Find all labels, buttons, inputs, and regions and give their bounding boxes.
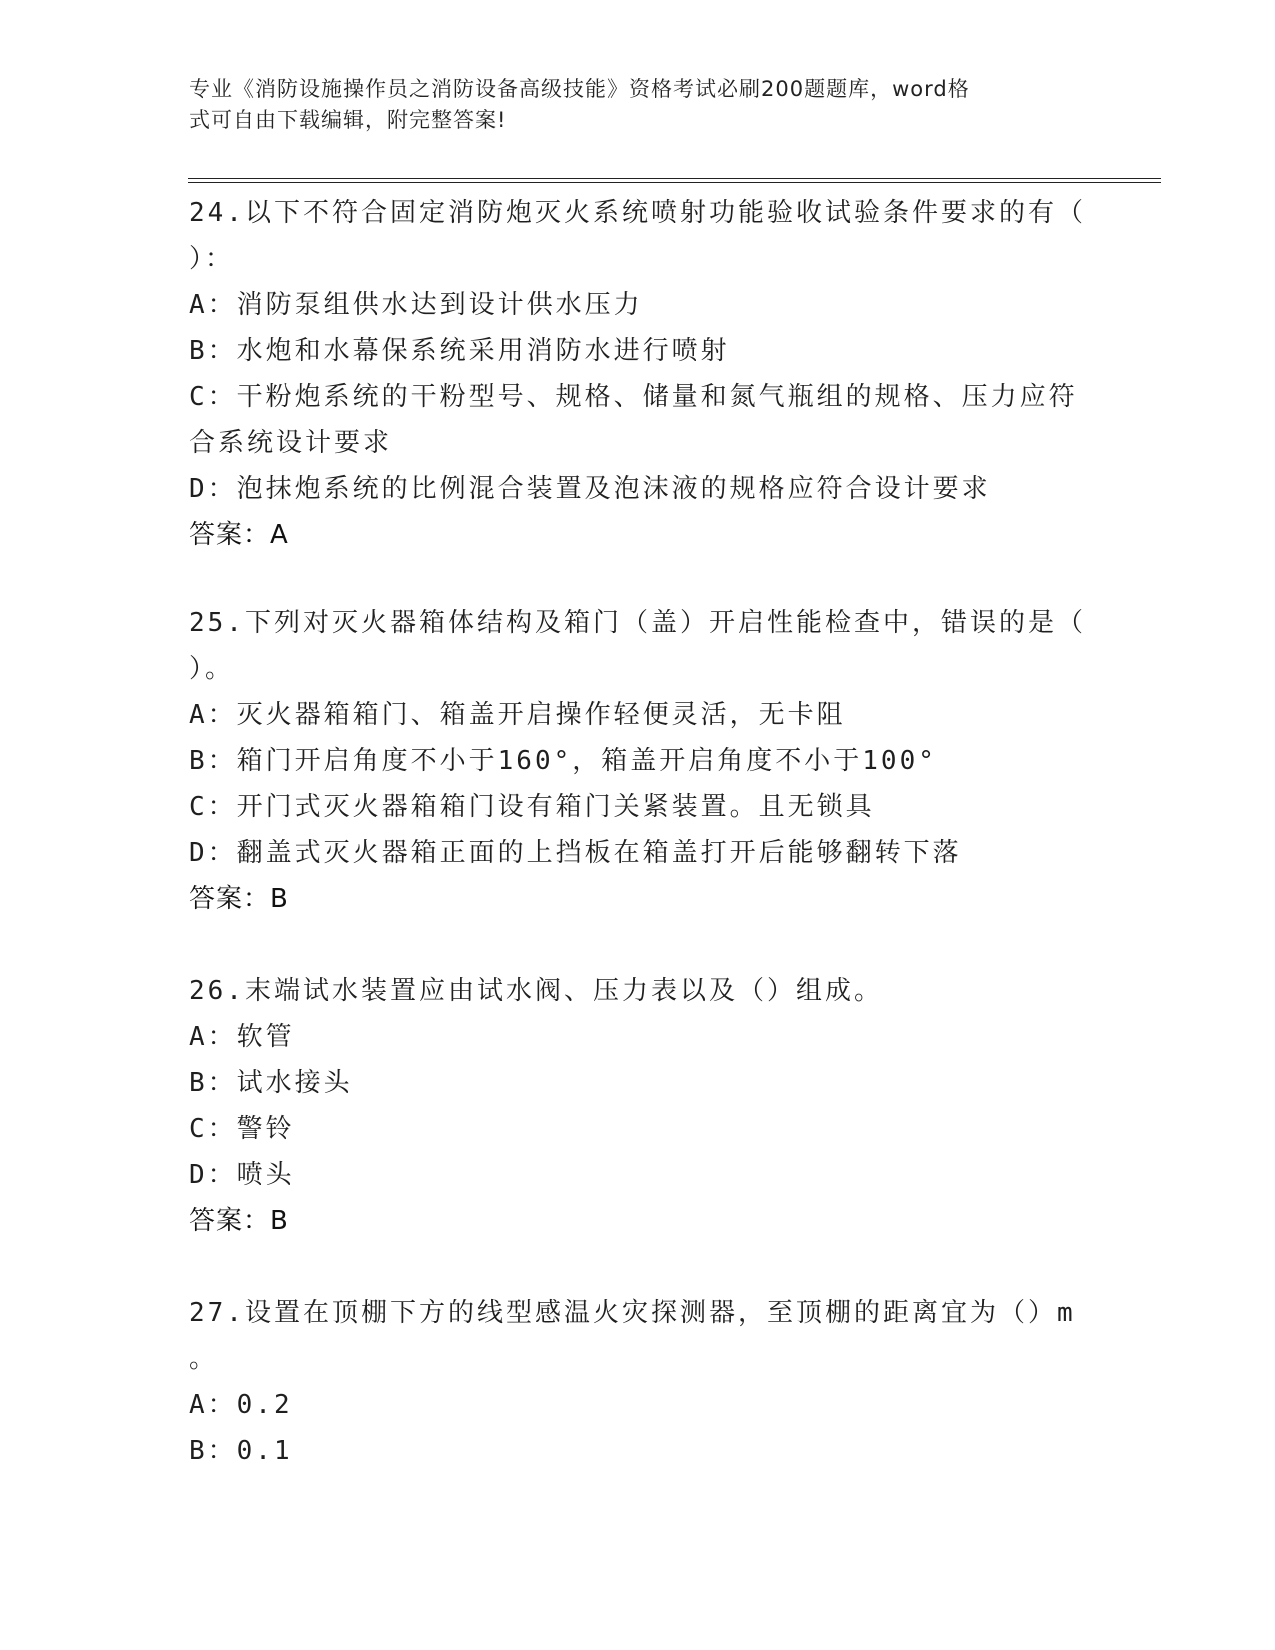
question-stem: ）： — [189, 244, 235, 274]
option-c: C：警铃 — [189, 1114, 295, 1144]
question-24 — [189, 190, 1089, 558]
question-25 — [189, 600, 1089, 922]
question-stem: 27.设置在顶棚下方的线型感温火灾探测器，至顶棚的距离宜为（）m — [189, 1298, 1076, 1328]
option-d: D：喷头 — [189, 1160, 295, 1190]
answer-label: 答案： — [189, 1206, 271, 1236]
option-c: C：开门式灭火器箱箱门设有箱门关紧装置。且无锁具 — [189, 792, 875, 822]
answer-label: 答案： — [189, 884, 271, 914]
answer-label: 答案： — [189, 520, 271, 550]
question-stem: 25.下列对灭火器箱体结构及箱门（盖）开启性能检查中，错误的是（ — [189, 608, 1086, 638]
header-line-2: 式可自由下载编辑，附完整答案! — [189, 108, 507, 132]
question-stem: 26.末端试水装置应由试水阀、压力表以及（）组成。 — [189, 976, 883, 1006]
question-stem: ）。 — [189, 654, 235, 684]
option-d: D：翻盖式灭火器箱正面的上挡板在箱盖打开后能够翻转下落 — [189, 838, 962, 868]
answer-value: B — [270, 1206, 289, 1236]
question-27 — [189, 1290, 1089, 1474]
option-c: C：干粉炮系统的干粉型号、规格、储量和氮气瓶组的规格、压力应符 — [189, 382, 1078, 412]
option-c-continued: 合系统设计要求 — [189, 428, 393, 458]
option-b: B：水炮和水幕保系统采用消防水进行喷射 — [189, 336, 730, 366]
answer-value: B — [270, 884, 289, 914]
question-26 — [189, 968, 1089, 1244]
header-divider-top — [188, 178, 1161, 179]
answer-line — [189, 512, 1089, 558]
option-a: A：灭火器箱箱门、箱盖开启操作轻便灵活，无卡阻 — [189, 700, 846, 730]
option-b: B：0.1 — [189, 1436, 293, 1466]
option-a: A：消防泵组供水达到设计供水压力 — [189, 290, 643, 320]
option-b: B：箱门开启角度不小于160°，箱盖开启角度不小于100° — [189, 746, 937, 776]
question-stem: 。 — [189, 1344, 219, 1374]
document-header — [189, 74, 1069, 136]
header-line-1: 专业《消防设施操作员之消防设备高级技能》资格考试必刷200题题库，word格 — [189, 77, 970, 101]
option-d: D：泡抹炮系统的比例混合装置及泡沫液的规格应符合设计要求 — [189, 474, 991, 504]
answer-line — [189, 1198, 1089, 1244]
answer-value: A — [270, 520, 289, 550]
header-divider-bottom — [188, 182, 1161, 183]
answer-line — [189, 876, 1089, 922]
option-b: B：试水接头 — [189, 1068, 353, 1098]
question-stem: 24.以下不符合固定消防炮灭火系统喷射功能验收试验条件要求的有（ — [189, 198, 1086, 228]
option-a: A：0.2 — [189, 1390, 293, 1420]
option-a: A：软管 — [189, 1022, 295, 1052]
